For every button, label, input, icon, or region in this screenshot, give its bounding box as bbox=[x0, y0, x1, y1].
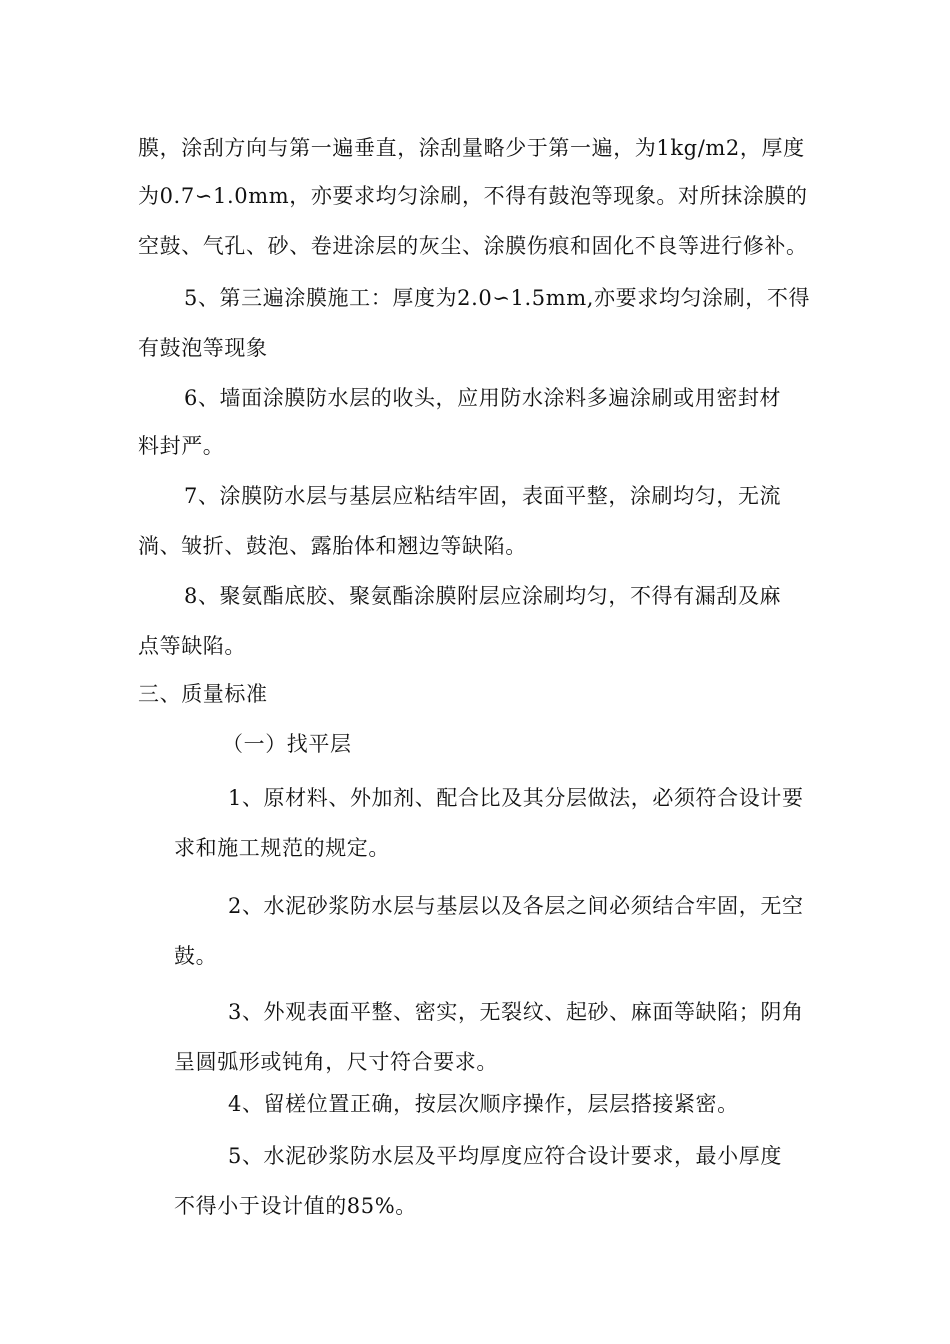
text-line: 7、涂膜防水层与基层应粘结牢固，表面平整，涂刷均匀，无流 bbox=[184, 484, 782, 508]
text-line: 为0.7∽1.0mm，亦要求均匀涂刷，不得有鼓泡等现象。对所抹涂膜的 bbox=[138, 184, 808, 208]
text-line: 5、第三遍涂膜施工：厚度为2.0∽1.5mm,亦要求均匀涂刷，不得 bbox=[184, 286, 811, 310]
text-line: 1、原材料、外加剂、配合比及其分层做法，必须符合设计要 bbox=[228, 786, 804, 810]
text-line: 6、墙面涂膜防水层的收头，应用防水涂料多遍涂刷或用密封材 bbox=[184, 386, 782, 410]
text-line: 4、留槎位置正确，按层次顺序操作，层层搭接紧密。 bbox=[228, 1092, 739, 1116]
subsection-heading: （一）找平层 bbox=[222, 732, 352, 756]
text-line: 3、外观表面平整、密实，无裂纹、起砂、麻面等缺陷；阴角 bbox=[228, 1000, 804, 1024]
text-line: 不得小于设计值的85%。 bbox=[174, 1194, 417, 1218]
text-line: 呈圆弧形或钝角，尺寸符合要求。 bbox=[174, 1050, 498, 1074]
section-heading: 三、质量标准 bbox=[138, 682, 268, 706]
text-line: 2、水泥砂浆防水层与基层以及各层之间必须结合牢固，无空 bbox=[228, 894, 804, 918]
text-line: 料封严。 bbox=[138, 434, 225, 458]
text-line: 鼓。 bbox=[174, 944, 218, 968]
text-line: 淌、皱折、鼓泡、露胎体和翘边等缺陷。 bbox=[138, 534, 527, 558]
text-line: 膜，涂刮方向与第一遍垂直，涂刮量略少于第一遍，为1kg/m2，厚度 bbox=[138, 136, 805, 160]
text-line: 空鼓、气孔、砂、卷进涂层的灰尘、涂膜伤痕和固化不良等进行修补。 bbox=[138, 234, 808, 258]
text-line: 8、聚氨酯底胶、聚氨酯涂膜附层应涂刷均匀，不得有漏刮及麻 bbox=[184, 584, 782, 608]
text-line: 求和施工规范的规定。 bbox=[174, 836, 390, 860]
text-line: 5、水泥砂浆防水层及平均厚度应符合设计要求，最小厚度 bbox=[228, 1144, 782, 1168]
text-line: 点等缺陷。 bbox=[138, 634, 246, 658]
text-line: 有鼓泡等现象 bbox=[138, 336, 268, 360]
